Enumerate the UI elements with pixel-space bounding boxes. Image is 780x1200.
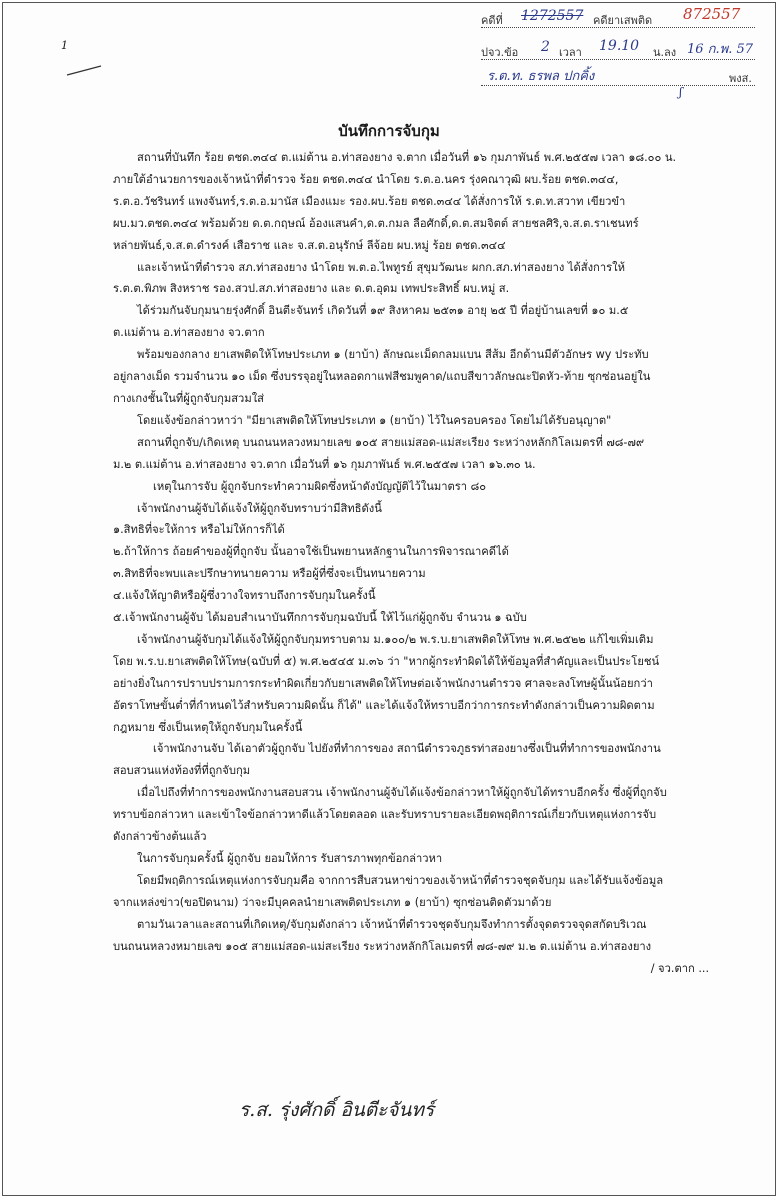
report-item: 2 bbox=[541, 39, 550, 55]
case-type: คดียาเสพติด bbox=[593, 14, 653, 27]
document-line: กางเกงชั้นในที่ผู้ถูกจับกุมสวมใส่ bbox=[113, 391, 264, 405]
document-line: เจ้าพนักงานผู้จับกุมได้แจ้งให้ผู้ถูกจับกุมทราบตาม ม.๑๐๐/๒ พ.ร.บ.ยาเสพติดให้โทษ พ.ศ.๒๕๒๒ แก้ไขเพิ่มเติม bbox=[137, 632, 654, 646]
document-line: ๕.เจ้าพนักงานผู้จับ ได้มอบสำเนาบันทึกการจับกุมฉบับนี้ ให้ไว้แก่ผู้ถูกจับ จำนวน ๑ ฉบับ bbox=[113, 611, 527, 625]
document-line: กฎหมาย ซึ่งเป็นเหตุให้ถูกจับกุมในครั้งนี้ bbox=[113, 720, 303, 734]
document-line: เจ้าพนักงานผู้จับได้แจ้งให้ผู้ถูกจับทราบว่ามีสิทธิดังนี้ bbox=[137, 501, 382, 515]
document-page bbox=[2, 2, 776, 1196]
document-line: โดย พ.ร.บ.ยาเสพติดให้โทษ(ฉบับที่ ๕) พ.ศ.๒๕๔๕ ม.๓๖ ว่า "หากผู้กระทำผิดได้ให้ข้อมูลที่สำคัญและเป็นประโยชน์ bbox=[113, 654, 660, 668]
case-label: คดีที่ bbox=[481, 14, 503, 27]
document-line: ได้ร่วมกันจับกุมนายรุ่งศักดิ์ อินตีะจันทร์ เกิดวันที่ ๑๙ สิงหาคม ๒๕๓๑ อายุ ๒๕ ปี ที่อยู่บ้านเลขที่ ๑๐ ม.๕ bbox=[137, 304, 629, 318]
document-line: ภายใต้อำนวยการของเจ้าหน้าที่ตำรวจ ร้อย ตชด.๓๔๔ นำโดย ร.ต.อ.นคร รุ่งคณาวุฒิ ผบ.ร้อย ตชด.๓๔๔, bbox=[113, 172, 619, 186]
document-line: เจ้าพนักงานจับ ได้เอาตัวผู้ถูกจับ ไปยังที่ทำการของ สถานีตำรวจภูธรท่าสองยางซึ่งเป็นที่ทำการของพนักงาน bbox=[153, 742, 661, 756]
document-line: และเจ้าหน้าที่ตำรวจ สภ.ท่าสองยาง นำโดย พ.ต.อ.ไพทูรย์ สุขุมวัฒนะ ผกก.สภ.ท่าสองยาง ได้สั่งการให้ bbox=[137, 260, 625, 274]
document-line: ตามวันเวลาและสถานที่เกิดเหตุ/จับกุมดังกล่าว เจ้าหน้าที่ตำรวจชุดจับกุมจึงทำการตั้งจุดตรวจจุดสกัดบริเวณ bbox=[137, 917, 647, 931]
document-line: ร.ต.อ.วัชรินทร์ แพงจันทร์,ร.ต.อ.มานัส เมืองแมะ รอง.ผบ.ร้อย ตชด.๓๔๔ ได้สั่งการให้ ร.ต.ท.สวาท เขียวขำ bbox=[113, 194, 626, 208]
document-line: ในการจับกุมครั้งนี้ ผู้ถูกจับ ยอมให้การ รับสารภาพทุกข้อกล่าวหา bbox=[137, 852, 443, 865]
document-line: หล่ายพันธ์,จ.ส.ต.ดำรงค์ เสือราช และ จ.ส.ต.อนุรักษ์ ลีจ้อย ผบ.หมู่ ร้อย ตชด.๓๔๔ bbox=[113, 238, 506, 252]
officer-mark: ʃ bbox=[679, 85, 683, 99]
document-line: จากแหล่งข่าว(ขอปิดนาม) ว่าจะมีบุคคลนำยาเสพติดประเภท ๑ (ยาบ้า) ซุกซ่อนติดตัวมาด้วย bbox=[113, 895, 552, 909]
document-line: เหตุในการจับ ผู้ถูกจับกระทำความผิดซึ่งหน้าดังบัญญัติไว้ในมาตรา ๘๐ bbox=[153, 479, 487, 493]
date-label: น.ลง bbox=[653, 46, 677, 59]
document-line: ๓.สิทธิที่จะพบและปรึกษาทนายความ หรือผู้ที่ซึ่งจะเป็นทนายความ bbox=[113, 567, 426, 581]
document-line: เมื่อไปถึงที่ทำการของพนักงานสอบสวน เจ้าพนักงานผู้จับได้แจ้งข้อกล่าวหาให้ผู้ถูกจับได้ทราบอีกครั้ง ซึ่งผู้ที่ถูกจับ bbox=[137, 786, 667, 800]
document-line: ม.๒ ต.แม่ต้าน อ.ท่าสองยาง จว.ตาก เมื่อวันที่ ๑๖ กุมภาพันธ์ พ.ศ.๒๕๕๗ เวลา ๑๖.๓๐ น. bbox=[113, 457, 536, 471]
document-line: ผบ.มว.ตชด.๓๔๔ พร้อมด้วย ด.ต.กฤษณ์ อ้องแสนคำ,ด.ต.กมล ลือศักดิ์,ด.ต.สมจิตต์ สายชลศิริ,จ.ส.ต.ราเชนทร์ bbox=[113, 216, 639, 230]
document-line: โดยแจ้งข้อกล่าวหาว่า "มียาเสพติดให้โทษประเภท ๑ (ยาบ้า) ไว้ในครอบครอง โดยไม่ได้รับอนุญาต" bbox=[137, 413, 612, 427]
document-line: / จว.ตาก ... bbox=[650, 961, 709, 975]
time-label: เวลา bbox=[559, 46, 582, 59]
header-line-1 bbox=[481, 27, 755, 28]
document-line: ๒.ถ้าให้การ ถ้อยคำของผู้ที่ถูกจับ นั้นอาจใช้เป็นพยานหลักฐานในการพิจารณาคดีได้ bbox=[113, 545, 509, 559]
margin-stroke bbox=[65, 63, 105, 79]
date-value: 16 ก.พ. 57 bbox=[687, 42, 754, 57]
header-line-2 bbox=[481, 59, 755, 60]
signature: ร.ส. รุ่งศักดิ์ อินตีะจันทร์ bbox=[239, 1099, 435, 1121]
document-line: โดยมีพฤติการณ์เหตุแห่งการจับกุมคือ จากการสืบสวนหาข่าวของเจ้าหน้าที่ตำรวจชุดจับกุม และได้รับแจ้งข้อมูล bbox=[137, 873, 664, 887]
document-line: สอบสวนแห่งท้องที่ที่ถูกจับกุม bbox=[113, 764, 251, 778]
document-line: ทราบข้อกล่าวหา และเข้าใจข้อกล่าวหาดีแล้วโดยตลอด และรับทราบรายละเอียดพฤติการณ์เกี่ยวกับเหตุแห่งการจับ bbox=[113, 808, 657, 822]
document-line: อัตราโทษขั้นต่ำที่กำหนดไว้สำหรับความผิดนั้น ก็ได้" และได้แจ้งให้ทราบอีกว่าการกระทำดังกล่าวเป็นความผิดตาม bbox=[113, 698, 655, 712]
time-value: 19.10 bbox=[599, 38, 640, 54]
document-body bbox=[113, 147, 737, 979]
document-line: ดังกล่าวข้างต้นแล้ว bbox=[113, 830, 207, 844]
officer-role: พงส. bbox=[729, 72, 752, 85]
report-label: ปจว.ข้อ bbox=[481, 46, 519, 59]
document-line: ร.ต.ต.พิภพ สิงหราช รอง.สวป.สภ.ท่าสองยาง และ ด.ต.อุดม เทพประสิทธิ์ ผบ.หมู่ ส. bbox=[113, 282, 510, 296]
document-line: สถานที่บันทึก ร้อย ตชด.๓๔๔ ต.แม่ต้าน อ.ท่าสองยาง จ.ตาก เมื่อวันที่ ๑๖ กุมภาพันธ์ พ.ศ.๒๕๕๗ เวลา ๑๘.๐๐ น. bbox=[137, 151, 677, 164]
document-line: ๑.สิทธิที่จะให้การ หรือไม่ให้การก็ได้ bbox=[113, 523, 285, 537]
document-line: ๔.แจ้งให้ญาติหรือผู้ซึ่งวางใจทราบถึงการจับกุมในครั้งนี้ bbox=[113, 589, 376, 603]
document-title: บันทึกการจับกุม bbox=[338, 122, 440, 140]
document-line: พร้อมของกลาง ยาเสพติดให้โทษประเภท ๑ (ยาบ้า) ลักษณะเม็ดกลมแบน สีส้ม อีกด้านมีตัวอักษร wy ประทับ bbox=[137, 348, 649, 362]
red-case-number: 872557 bbox=[683, 5, 741, 23]
case-number: 1272557 bbox=[521, 8, 584, 24]
document-line: บนถนนหลวงหมายเลข ๑๐๕ สายแม่สอด-แม่สะเรียง ระหว่างหลักกิโลเมตรที่ ๗๘-๗๙ ม.๒ ต.แม่ต้าน อ.ท่าสองยาง bbox=[113, 939, 652, 953]
header-line-3 bbox=[481, 85, 755, 86]
document-line: สถานที่ถูกจับ/เกิดเหตุ บนถนนหลวงหมายเลข ๑๐๕ สายแม่สอด-แม่สะเรียง ระหว่างหลักกิโลเมตรที่ ๗๘-๗๙ bbox=[137, 435, 645, 449]
document-line: อย่างยิ่งในการปราบปรามการกระทำผิดเกี่ยวกับยาเสพติดให้โทษต่อเจ้าพนักงานตำรวจ ศาลจะลงโทษผู้นั้นน้อยกว่า bbox=[113, 676, 653, 690]
document-line: อยู่กลางเม็ด รวมจำนวน ๑๐ เม็ด ซึ่งบรรจุอยู่ในหลอดกาแฟสีชมพูคาด/แถบสีขาวลักษณะปิดหัว-ท้าย ซุกซ่อนอยู่ใน bbox=[113, 370, 651, 384]
officer-name: ร.ต.ท. ธรพล ปกคิ้ง bbox=[487, 69, 595, 84]
margin-number: 1 bbox=[61, 39, 68, 52]
document-line: ต.แม่ต้าน อ.ท่าสองยาง จว.ตาก bbox=[113, 326, 265, 340]
